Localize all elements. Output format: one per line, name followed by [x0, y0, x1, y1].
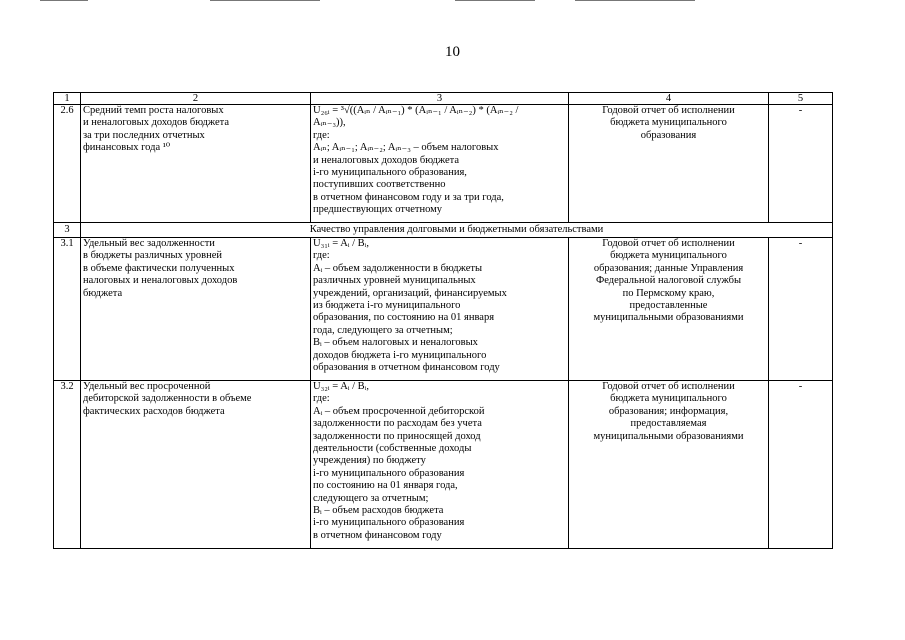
column-header: 2: [81, 93, 311, 105]
formula-line: по состоянию на 01 января года,: [313, 480, 458, 492]
indicator-name-line: налоговых и неналоговых доходов: [83, 275, 238, 287]
page-edge-mark: [455, 0, 535, 1]
data-source-line: по Пермскому краю,: [622, 287, 715, 299]
formula-line: различных уровней муниципальных: [313, 275, 476, 287]
formula-line: Aᵢₙ₋₃)),: [313, 117, 346, 129]
page-edge-mark: [40, 0, 88, 1]
column-header: 1: [54, 93, 81, 105]
indicator-name-line: за три последних отчетных: [83, 129, 205, 141]
data-source: [569, 105, 769, 223]
formula-line: в отчетном финансовом году: [313, 529, 442, 541]
formula-line: U₃₁ᵢ = Aᵢ / Bᵢ,: [313, 238, 370, 249]
column-header: 3: [311, 93, 569, 105]
data-source-line: бюджета муниципального: [610, 117, 727, 129]
page-edge-mark: [210, 0, 320, 1]
formula-line: Aᵢₙ; Aᵢₙ₋₁; Aᵢₙ₋₂; Aᵢₙ₋₃ – объем налоговых: [313, 142, 499, 154]
indicator-name-line: бюджета: [83, 287, 123, 299]
formula-cell: [311, 105, 569, 223]
indicator-name-line: финансовых года ¹⁰: [83, 142, 171, 154]
table-header-row: [54, 93, 833, 105]
indicator-name-line: Удельный вес просроченной: [83, 381, 211, 392]
data-source: [569, 238, 769, 381]
data-source-line: муниципальными образованиями: [593, 312, 744, 324]
formula-line: U₃₂ᵢ = Aᵢ / Bᵢ,: [313, 381, 370, 392]
formula-line: где:: [313, 129, 330, 141]
indicator-name: [81, 105, 311, 223]
formula-line: где:: [313, 393, 330, 405]
data-source-line: Федеральной налоговой службы: [595, 275, 742, 287]
data-source-line: бюджета муниципального: [610, 393, 727, 405]
formula-line: из бюджета i-го муниципального: [313, 300, 461, 312]
data-source-line: муниципальными образованиями: [593, 430, 744, 442]
data-source-line: образования; данные Управления: [593, 262, 744, 274]
indicator-name-line: Средний темп роста налоговых: [83, 105, 224, 116]
section-number: 3: [54, 223, 81, 238]
formula-line: i-го муниципального образования: [313, 467, 465, 479]
column-5-value: -: [769, 238, 833, 381]
indicator-name-line: дебиторской задолженности в объеме: [83, 393, 252, 405]
data-source-line: образования; информация,: [608, 405, 729, 417]
formula-line: учреждения) по бюджету: [313, 455, 426, 467]
formula-line: следующего за отчетным;: [313, 492, 429, 504]
indicator-name-line: фактических расходов бюджета: [83, 405, 225, 417]
formula-line: образования в отчетном финансовом году: [313, 362, 500, 374]
data-source-line: образования: [640, 129, 697, 141]
formula-line: где:: [313, 250, 330, 262]
formula-line: поступивших соответственно: [313, 179, 446, 191]
formula-line: i-го муниципального образования: [313, 517, 465, 529]
section-header-row: [54, 223, 833, 238]
data-source: [569, 381, 769, 549]
table-row-3-1: [54, 238, 833, 381]
row-number: 2.6: [54, 105, 81, 223]
formula-line: Aᵢ – объем задолженности в бюджеты: [313, 262, 483, 274]
formula-line: учреждений, организаций, финансируемых: [313, 287, 507, 299]
data-source-line: Годовой отчет об исполнении: [602, 238, 735, 249]
indicator-name-line: в объеме фактически полученных: [83, 262, 235, 274]
section-title: Качество управления долговыми и бюджетными обязательствами: [81, 223, 833, 238]
formula-line: Bᵢ – объем расходов бюджета: [313, 505, 444, 517]
formula-line: задолженности по расходам без учета: [313, 418, 482, 430]
page-number: 10: [445, 44, 460, 60]
formula-cell: [311, 381, 569, 549]
column-header: 5: [769, 93, 833, 105]
indicator-name-line: и неналоговых доходов бюджета: [83, 117, 230, 129]
indicators-table: [53, 92, 833, 549]
indicator-name-line: Удельный вес задолженности: [83, 238, 215, 249]
formula-cell: [311, 238, 569, 381]
formula-line: Bᵢ – объем налоговых и неналоговых: [313, 337, 478, 349]
formula-line: доходов бюджета i-го муниципального: [313, 349, 487, 361]
indicator-name: [81, 238, 311, 381]
data-source-line: Годовой отчет об исполнении: [602, 381, 735, 392]
data-source-line: бюджета муниципального: [610, 250, 727, 262]
column-header: 4: [569, 93, 769, 105]
formula-line: предшествующих отчетному: [313, 204, 443, 216]
table-row-3-2: [54, 381, 833, 549]
formula-line: года, следующего за отчетным;: [313, 324, 453, 336]
formula-line: в отчетном финансовом году и за три года,: [313, 191, 504, 203]
formula-line: i-го муниципального образования,: [313, 167, 467, 179]
column-5-value: -: [769, 105, 833, 223]
formula-line: Aᵢ – объем просроченной дебиторской: [313, 405, 485, 417]
formula-line: задолженности по приносящей доход: [313, 430, 481, 442]
column-5-value: -: [769, 381, 833, 549]
formula-line: деятельности (собственные доходы: [313, 443, 472, 455]
data-source-line: Годовой отчет об исполнении: [602, 105, 735, 116]
row-number: 3.2: [54, 381, 81, 549]
formula-line: и неналоговых доходов бюджета: [313, 154, 460, 166]
page-edge-mark: [575, 0, 695, 1]
formula-line: образования, по состоянию на 01 января: [313, 312, 495, 324]
formula-line: U₂₆ᵢ = ³√((Aᵢₙ / Aᵢₙ₋₁) * (Aᵢₙ₋₁ / Aᵢₙ₋₂) * (Aᵢₙ₋₂ /: [313, 105, 519, 116]
data-source-line: предоставленные: [629, 300, 708, 312]
data-source-line: предоставляемая: [630, 418, 707, 430]
row-number: 3.1: [54, 238, 81, 381]
indicator-name: [81, 381, 311, 549]
table-row-2-6: [54, 105, 833, 223]
indicator-name-line: в бюджеты различных уровней: [83, 250, 222, 262]
